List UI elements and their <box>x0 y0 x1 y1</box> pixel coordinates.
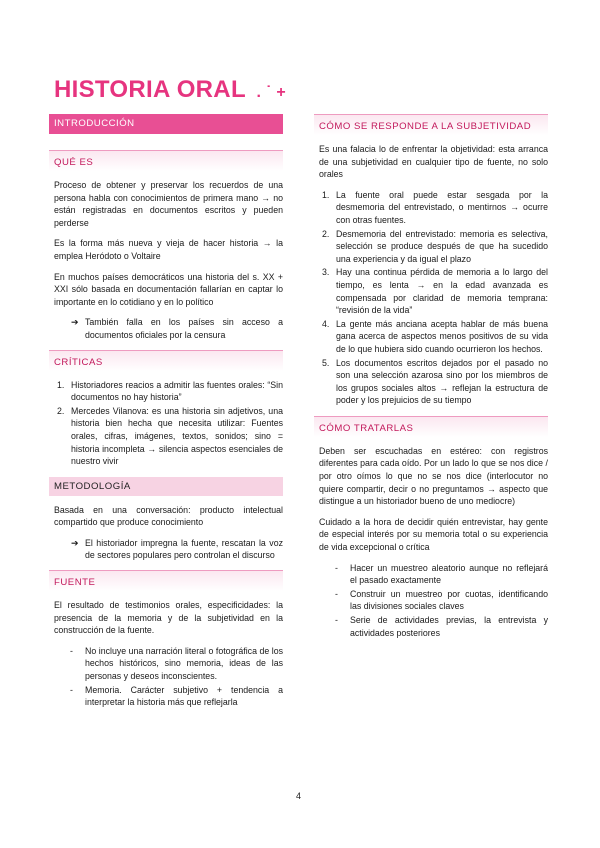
que-es-paragraph-2: Es la forma más nueva y vieja de hacer historia → la emplea Heródoto o Voltaire <box>54 238 283 261</box>
que-es-arrow-item <box>71 316 283 341</box>
que-es-paragraph-3: En muchos países democráticos una historia del s. XX + XXI sólo basada en documentación fallarían en captar lo importante en lo cotidiano y en lo político <box>54 271 283 307</box>
list-item: - No incluye una narración literal o fotográfica de los hechos históricos, sino memoria, ideas de las personas y deseos inconscientes. <box>70 645 283 682</box>
left-column <box>49 114 283 718</box>
list-item: - Construir un muestreo por cuotas, identificando las divisiones sociales claves <box>335 588 548 612</box>
list-item: 4. La gente más anciana acepta hablar de más buena gana acerca de aspectos menos positivos de su vida de lo que hubiera sido cuando ocurrieron los hechos. <box>322 318 548 354</box>
fuente-list <box>49 645 283 709</box>
title-text: HISTORIA ORAL <box>54 76 246 103</box>
tratarlas-list <box>314 562 548 640</box>
arrow-item-text: El historiador impregna la fuente, rescatan la voz de sectores populares pero controlan el discurso <box>85 537 283 561</box>
que-es-header: QUÉ ES <box>49 150 283 171</box>
list-item: - Memoria. Carácter subjetivo + tendencia a interpretar la historia más que reflejarla <box>70 684 283 708</box>
list-item: 5. Los documentos escritos dejados por el pasado no son una selección azarosa sino por los miembros de los grupos sociales altos → reflejan la estructura de poder y los prejuicios de su tiempo <box>322 357 548 406</box>
subjetividad-list <box>314 189 548 407</box>
fuente-header: FUENTE <box>49 570 283 591</box>
list-item: 1. Historiadores reacios a admitir las fuentes orales: “Sin documentos no hay historia” <box>57 379 283 403</box>
arrow-item-text: También falla en los países sin acceso a documentos oficiales por la censura <box>85 317 283 340</box>
fuente-paragraph: El resultado de testimonios orales, especificidades: la presencia de la memoria y de la subjetividad en la construcción de la fuente. <box>54 600 283 636</box>
subjetividad-header: CÓMO SE RESPONDE A LA SUBJETIVIDAD <box>314 114 548 135</box>
tratarlas-header: CÓMO TRATARLAS <box>314 416 548 437</box>
right-column <box>314 114 548 648</box>
que-es-paragraph-1: Proceso de obtener y preservar los recuerdos de una persona habla con conocimientos de primera mano → no están registradas en documentos escritos y pueden perderse <box>54 180 283 228</box>
list-item: 3. Hay una continua pérdida de memoria a lo largo del tiempo, es lenta → en la edad avanzada es compensada por claridad de memoria temprana: “revisión de la vida” <box>322 267 548 316</box>
list-item: 2. Mercedes Vilanova: es una historia sin adjetivos, una historia bien hecha que necesita utilizar: Fuentes orales, cifras, imágenes, textos, sonidos; sino = historia incompleta → silencia aspectos esenciales de nuestro vivir <box>57 405 283 467</box>
tratarlas-paragraph-1: Deben ser escuchadas en estéreo: con registros diferentes para cada oído. Por un lado lo que se nos dice / por otro oímos lo que no se nos dice (interlocutor no quiere compartir, decir o no preguntamos → aspecto que distingue a un historiador bueno de uno mediocre) <box>319 445 548 507</box>
arrow-icon: ➔ <box>71 317 79 328</box>
arrow-icon: ➔ <box>71 537 79 548</box>
list-item: - Hacer un muestreo aleatorio aunque no reflejará el pasado exactamente <box>335 562 548 586</box>
list-item: 2. Desmemoria del entrevistado: memoria es selectiva, selección se produce después de que ha sucedido una experiencia y da igual el plazo <box>322 228 548 264</box>
criticas-list <box>49 379 283 468</box>
metodologia-arrow-item <box>71 537 283 562</box>
metodologia-header: METODOLOGÍA <box>49 477 283 496</box>
page-number: 4 <box>296 791 302 801</box>
list-item: 1. La fuente oral puede estar sesgada por la desmemoria del entrevistado, o mentirnos → ocurre con otras fuentes. <box>322 189 548 225</box>
criticas-header: CRÍTICAS <box>49 350 283 371</box>
intro-header: INTRODUCCIÓN <box>49 114 283 134</box>
tratarlas-paragraph-2: Cuidado a la hora de decidir quién entrevistar, hay gente de especial interés por su memoria total o su experiencia de vida excepcional o crítica <box>319 516 548 553</box>
list-item: - Serie de actividades previas, la entrevista y actividades posteriores <box>335 615 548 638</box>
metodologia-paragraph: Basada en una conversación: producto intelectual compartido que produce conocimiento <box>54 504 283 528</box>
subjetividad-paragraph: Es una falacia lo de enfrentar la objetividad: esta arranca de una subjetividad en cualquier tipo de fuente, no solo orales <box>319 144 548 180</box>
page-title <box>54 76 286 104</box>
title-decoration: . ˙ + <box>256 84 286 101</box>
